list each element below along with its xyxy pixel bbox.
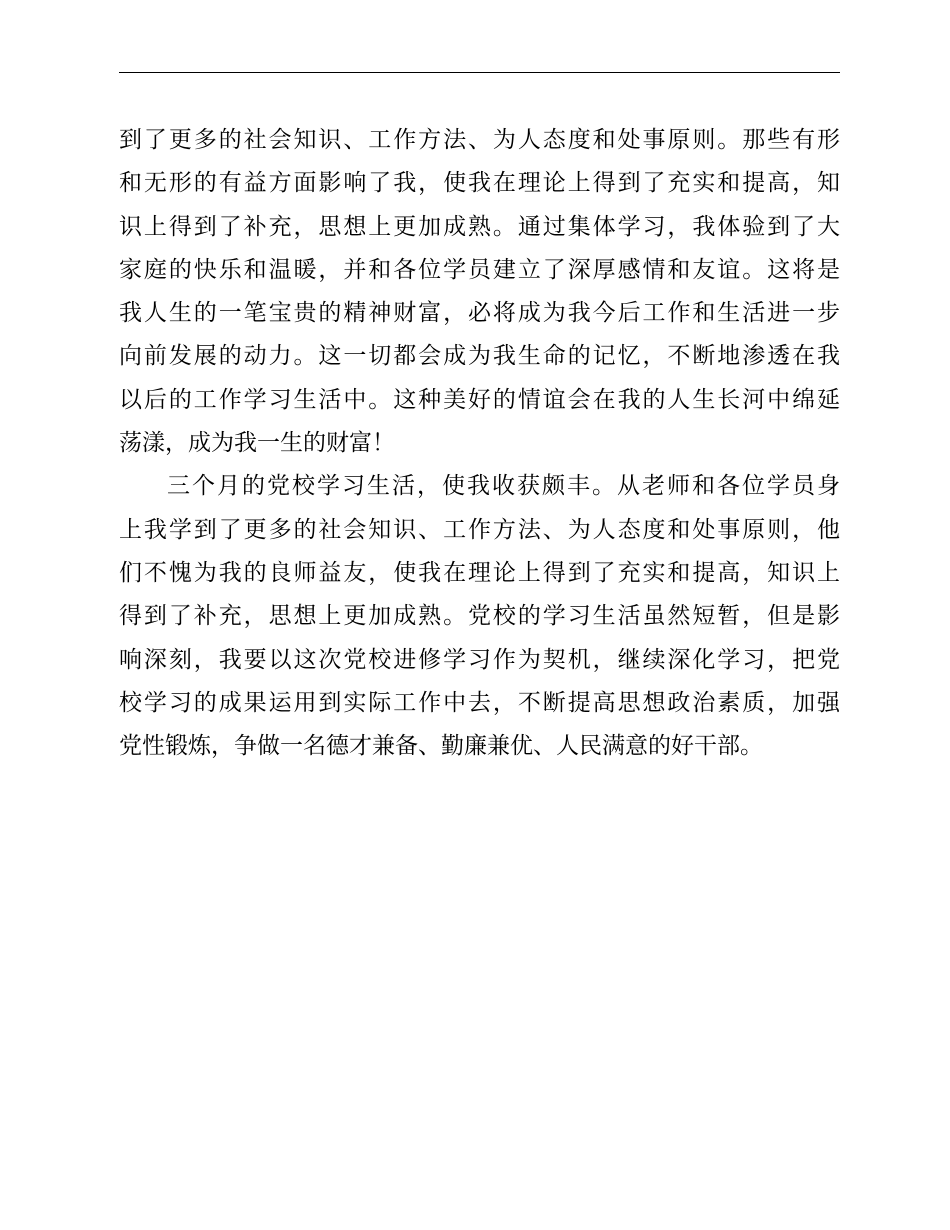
text-line: 家庭的快乐和温暖，并和各位学员建立了深厚感情和友谊。这将是 bbox=[119, 256, 840, 283]
text-line: 们不愧为我的良师益友，使我在理论上得到了充实和提高，知识上 bbox=[119, 559, 840, 586]
text-line: 得到了补充，思想上更加成熟。党校的学习生活虽然短暂，但是影 bbox=[119, 603, 840, 630]
paragraph-2 bbox=[119, 465, 840, 768]
header-rule bbox=[119, 72, 840, 73]
text-line: 上我学到了更多的社会知识、工作方法、为人态度和处事原则，他 bbox=[119, 516, 840, 543]
text-line: 向前发展的动力。这一切都会成为我生命的记忆，不断地渗透在我 bbox=[119, 343, 840, 370]
paragraph-1 bbox=[119, 119, 840, 465]
text-line: 校学习的成果运用到实际工作中去，不断提高思想政治素质，加强 bbox=[119, 689, 840, 716]
body-text bbox=[119, 119, 840, 768]
text-line: 荡漾，成为我一生的财富！ bbox=[119, 430, 395, 457]
text-line: 以后的工作学习生活中。这种美好的情谊会在我的人生长河中绵延 bbox=[119, 386, 840, 413]
text-line: 我人生的一笔宝贵的精神财富，必将成为我今后工作和生活进一步 bbox=[119, 300, 840, 327]
text-line: 党性锻炼，争做一名德才兼备、勤廉兼优、人民满意的好干部。 bbox=[119, 733, 763, 760]
text-line: 三个月的党校学习生活，使我收获颇丰。从老师和各位学员身 bbox=[167, 473, 840, 500]
text-line: 识上得到了补充，思想上更加成熟。通过集体学习，我体验到了大 bbox=[119, 213, 840, 240]
text-line: 和无形的有益方面影响了我，使我在理论上得到了充实和提高，知 bbox=[119, 170, 840, 197]
text-line: 到了更多的社会知识、工作方法、为人态度和处事原则。那些有形 bbox=[119, 127, 840, 153]
text-line: 响深刻，我要以这次党校进修学习作为契机，继续深化学习，把党 bbox=[119, 646, 840, 673]
